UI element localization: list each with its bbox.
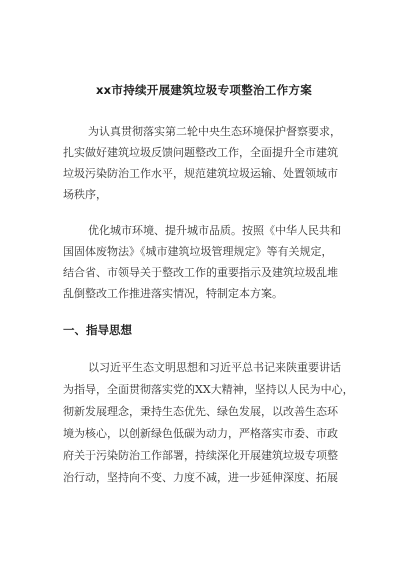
section-line-3: 彻新发展理念，秉持生态优先、绿色发展，以改善生态环 [63,405,338,418]
second-line-1: 优化城市环境、提升城市品质。按照《中华人民共和 [88,224,341,237]
document-title: xx市持续开展建筑垃圾专项整治工作方案 [95,83,313,97]
section-line-6: 治行动，坚持向不变、力度不减，进一步延伸深度、拓展 [63,471,338,484]
second-line-3: 结合省、市领导关于整改工作的重要指示及建筑垃圾乱堆 [63,266,338,279]
second-line-4: 乱倒整改工作推进落实情况，特制定本方案。 [63,287,283,300]
section-heading: 一、指导思想 [63,323,132,337]
second-line-2: 国固体废物法》《城市建筑垃圾管理规定》等有关规定， [63,245,333,258]
intro-line-3: 垃圾污染防治工作水平，规范建筑垃圾运输、处置领域市 [63,167,338,180]
intro-line-1: 为认真贯彻落实第二轮中央生态环境保护督察要求， [88,125,341,138]
intro-line-4: 场秩序， [63,188,107,201]
intro-line-2: 扎实做好建筑垃圾反馈问题整改工作，全面提升全市建筑 [63,146,338,159]
section-line-2: 为指导，全面贯彻落实党的XX大精神，坚持以人民为中心， [63,383,354,396]
section-line-4: 境为核心，以创新绿色低碳为动力，严格落实市委、市政 [63,427,338,440]
section-line-5: 府关于污染防治工作部署，持续深化开展建筑垃圾专项整 [63,449,338,462]
section-line-1: 以习近平生态文明思想和习近平总书记来陕重要讲话 [88,361,341,374]
